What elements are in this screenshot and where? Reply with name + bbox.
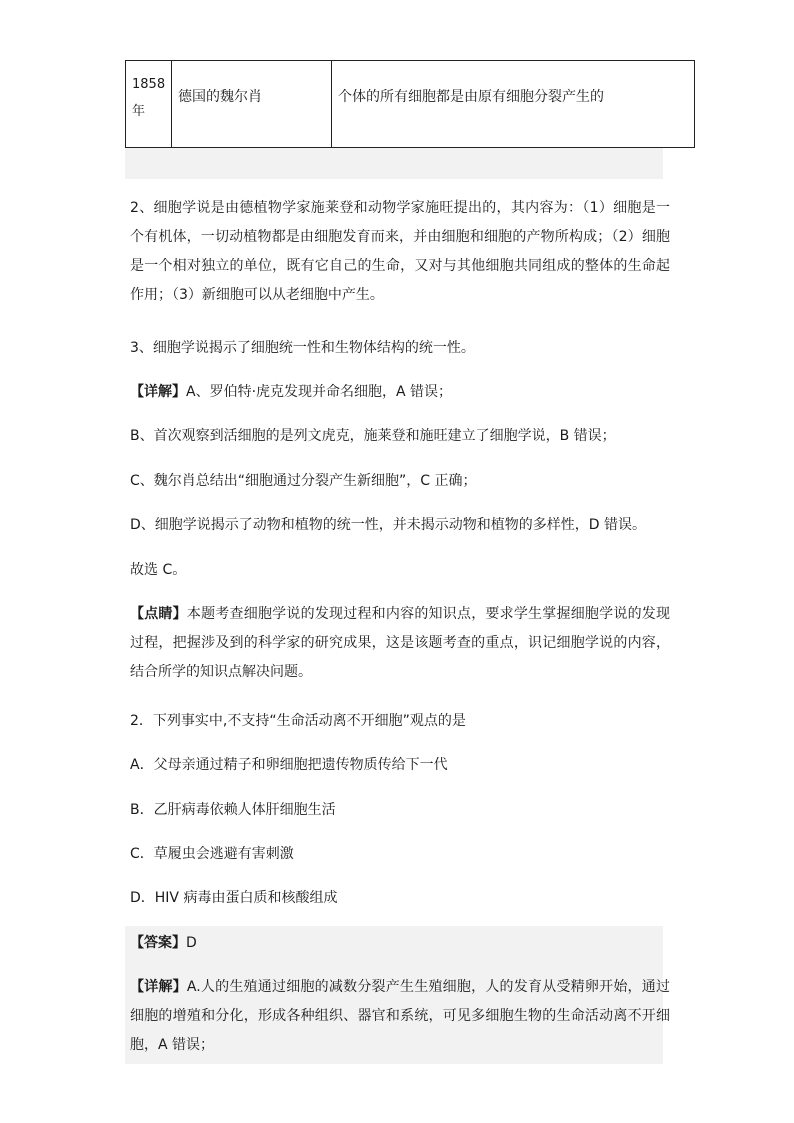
comment-text: 本题考查细胞学说的发现过程和内容的知识点，要求学生掌握细胞学说的发现过程，把握涉及到的科学家的研究成果，这是该题考查的重点，识记细胞学说的内容，结合所学的知识点解决问题。: [130, 606, 671, 680]
choose-line: 故选 C。: [130, 562, 187, 578]
finding-text: 个体的所有细胞都是由原有细胞分裂产生的: [338, 89, 604, 105]
answer-detail-text: A.人的生殖通过细胞的减数分裂产生生殖细胞，人的发育从受精卵开始，通过细胞的增殖和分化，形成各种组织、器官和系统，可见多细胞生物的生命活动离不开细胞，A 错误；: [130, 979, 671, 1053]
answer-line: [130, 933, 197, 953]
answer-tag: 【答案】: [130, 935, 186, 951]
detail-b-line: B、首次观察到活细胞的是列文虎克，施莱登和施旺建立了细胞学说，B 错误；: [130, 428, 616, 444]
detail-tag: 【详解】: [130, 384, 186, 400]
shaded-band: [125, 148, 663, 179]
comment-paragraph: [130, 600, 670, 687]
answer-value: D: [186, 935, 197, 951]
option-c: C．草履虫会逃避有害刺激: [130, 846, 294, 862]
detail-a-line: [130, 382, 452, 402]
option-b: B．乙肝病毒依赖人体肝细胞生活: [130, 802, 336, 818]
person-text: 德国的魏尔肖: [178, 89, 262, 105]
detail-a-text: A、罗伯特·虎克发现并命名细胞，A 错误；: [186, 384, 453, 400]
option-d: D．HIV 病毒由蛋白质和核酸组成: [130, 890, 338, 906]
answer-detail-paragraph: [130, 973, 670, 1060]
year-text: 1858年: [132, 77, 166, 119]
table-cell-year: [126, 61, 172, 148]
paragraph-unity: 3、细胞学说揭示了细胞统一性和生物体结构的统一性。: [130, 340, 475, 356]
table-row: [126, 61, 695, 148]
detail-c-line: C、魏尔肖总结出“细胞通过分裂产生新细胞”，C 正确；: [130, 473, 477, 489]
question-stem: 2．下列事实中,不支持“生命活动离不开细胞”观点的是: [130, 713, 466, 729]
answer-detail-tag: 【详解】: [130, 979, 187, 995]
option-a: A．父母亲通过精子和卵细胞把遗传物质传给下一代: [130, 757, 448, 773]
detail-d-line: D、细胞学说揭示了动物和植物的统一性，并未揭示动物和植物的多样性，D 错误。: [130, 517, 647, 533]
comment-tag: 【点睛】: [130, 606, 187, 622]
table-cell-finding: [332, 61, 695, 148]
history-table: [125, 60, 695, 148]
table-cell-person: [172, 61, 332, 148]
paragraph-cell-theory: 2、细胞学说是由德植物学家施莱登和动物学家施旺提出的，其内容为：（1）细胞是一个有机体，一切动植物都是由细胞发育而来，并由细胞和细胞的产物所构成；（2）细胞是一个相对独立的单位，既有它自己的生命，又对与其他细胞共同组成的整体的生命起作用；（3）新细胞可以从老细胞中产生。: [130, 200, 670, 303]
